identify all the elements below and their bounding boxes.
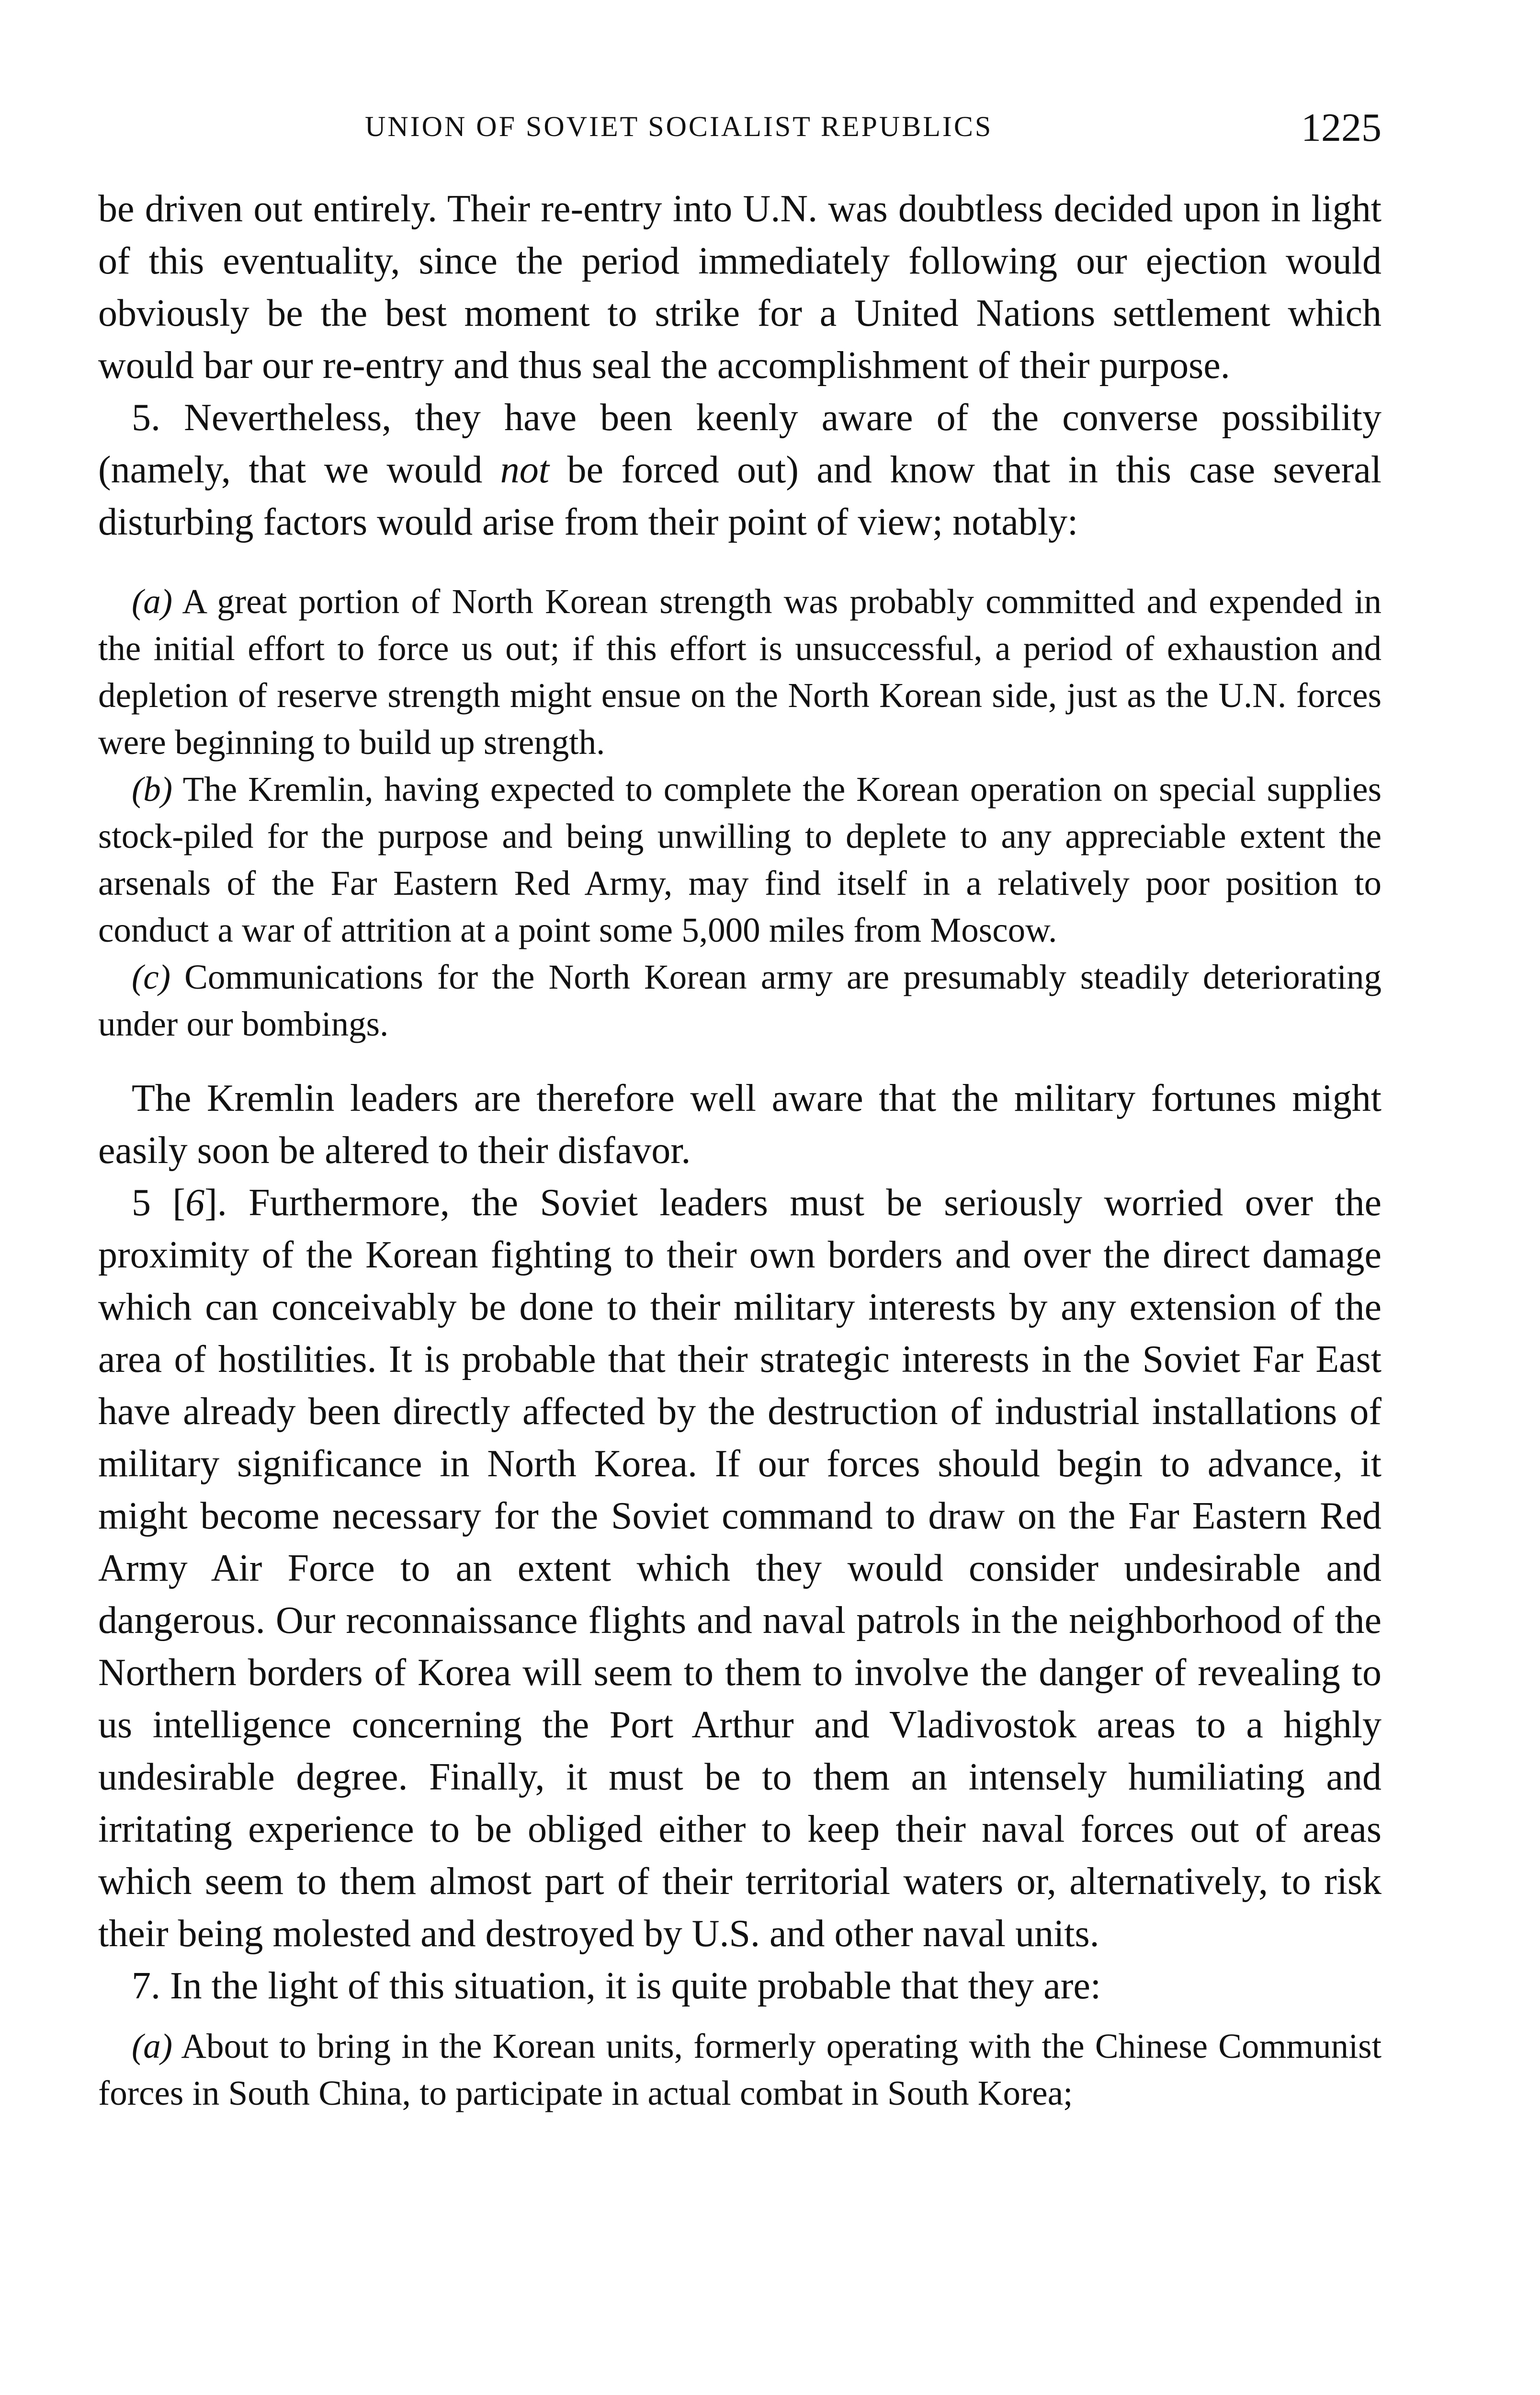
subparagraph-c [98, 954, 1381, 1048]
paragraph-5 [98, 392, 1381, 548]
paragraph-6 [98, 1177, 1381, 1960]
paragraph-text: be forced out) and know that in this case several disturbing factors would arise from their point of view; notably: [98, 449, 1382, 543]
editorial-bracket: ] [204, 1182, 217, 1224]
subparagraph-label: (a) [132, 2027, 173, 2065]
paragraph-summary [98, 1072, 1381, 1177]
page-header [98, 104, 1381, 157]
subparagraph-label: (c) [132, 958, 171, 996]
editorial-bracket: [ [172, 1182, 186, 1224]
subparagraph-label: (a) [132, 582, 173, 621]
emphasis-text: not [500, 449, 550, 491]
paragraph-text: be driven out entirely. Their re-entry into U.N. was doubtless decided upon in light of this eventuality, since the period immediately following our ejection would obviously be the best moment to strike for a United Nations settlement which would bar our re-entry and thus seal the accomplishment of their purpose. [98, 188, 1381, 387]
subparagraph-label: (b) [132, 770, 173, 809]
subparagraph-text: Communications for the North Korean army are presumably steadily deteriorating under our bombings. [98, 958, 1381, 1043]
running-title: UNION OF SOVIET SOCIALIST REPUBLICS [365, 111, 993, 142]
page-number: 1225 [1301, 105, 1381, 150]
paragraph-text: . Furthermore, the Soviet leaders must be seriously worried over the proximity of the Korean fighting to their own borders and over the direct damage which can conceivably be done to their military interests by any extension of the area of hostilities. It is probable that their strategic interests in the Soviet Far East have already been directly affected by the destruction of industrial installations of military significance in North Korea. If our forces should begin to advance, it might become necessary for the Soviet command to draw on the Far Eastern Red Army Air Force to an extent which they would consider undesirable and dangerous. Our reconnaissance flights and naval patrols in the neighborhood of the Northern borders of Korea will seem to them to involve the danger of revealing to us intelligence concerning the Port Arthur and Vladivostok areas to a highly undesirable degree. Finally, it must be to them an intensely humiliating and irritating experience to be obliged either to keep their naval forces out of areas which seem to them almost part of their territorial waters or, alternatively, to risk their being molested and destroyed by U.S. and other naval units. [98, 1182, 1382, 1955]
subparagraph-a [98, 578, 1381, 766]
paragraph-number: 5 [132, 1182, 173, 1224]
editorial-number: 6 [185, 1182, 205, 1224]
subparagraph-text: The Kremlin, having expected to complete the Korean operation on special supplies stock-piled for the purpose and being unwilling to deplete to any appreciable extent the arsenals of the Far Eastern Red Army, may find itself in a relatively poor position to conduct a war of attrition at a point some 5,000 miles from Moscow. [98, 770, 1381, 949]
page-body [98, 183, 1381, 2117]
subparagraph-text: About to bring in the Korean units, formerly operating with the Chinese Communist forces in South China, to participate in actual combat in South Korea; [98, 2027, 1381, 2112]
subparagraph-b [98, 766, 1381, 954]
paragraph-text: The Kremlin leaders are therefore well aware that the military fortunes might easily soon be altered to their disfavor. [98, 1077, 1381, 1172]
subparagraph-text: A great portion of North Korean strength was probably committed and expended in the initial effort to force us out; if this effort is unsuccessful, a period of exhaustion and depletion of reserve strength might ensue on the North Korean side, just as the U.N. forces were beginning to build up strength. [98, 582, 1381, 762]
paragraph-7 [98, 1960, 1381, 2012]
paragraph-continued [98, 183, 1381, 392]
subparagraph-7a [98, 2023, 1381, 2117]
paragraph-text: 7. In the light of this situation, it is quite probable that they are: [132, 1965, 1101, 2007]
paragraph-text: 5. Nevertheless, they have been keenly aware of the converse possibility (namely, that we would [98, 397, 1381, 491]
